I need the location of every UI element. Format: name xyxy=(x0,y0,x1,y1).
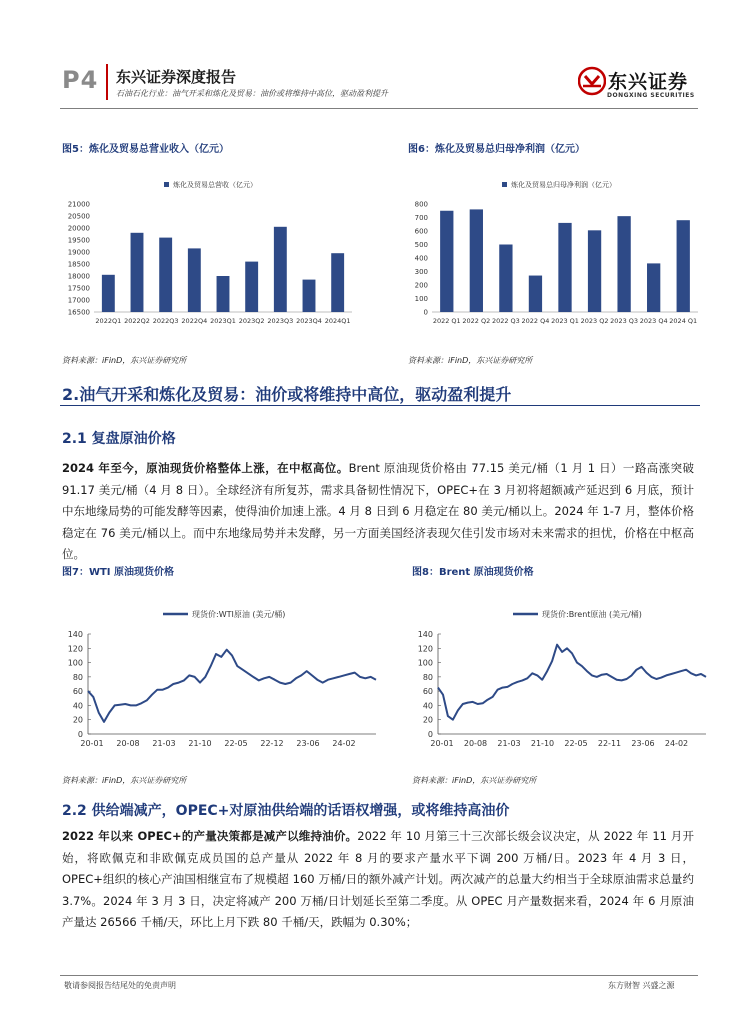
price-line xyxy=(438,645,706,720)
x-tick-label: 2024Q1 xyxy=(324,317,351,325)
x-tick-label: 24-02 xyxy=(664,739,689,748)
y-tick-label: 100 xyxy=(417,658,433,668)
bar xyxy=(499,245,512,313)
fig5-source: 资料来源：iFinD，东兴证券研究所 xyxy=(62,356,187,365)
x-tick-label: 22-11 xyxy=(597,739,622,748)
legend-swatch xyxy=(502,182,507,187)
x-tick-label: 24-02 xyxy=(332,739,356,748)
paragraph-2-1-lead: 2024 年至今，原油现货价格整体上涨，在中枢高位。 xyxy=(62,461,349,475)
page-number: P4 xyxy=(62,66,99,94)
x-tick-label: 21-10 xyxy=(530,739,555,748)
legend-swatch xyxy=(164,182,169,187)
fig5-caption: 图5：炼化及贸易总营业收入（亿元） xyxy=(62,144,229,155)
bar xyxy=(440,211,453,312)
paragraph-2-2-body: 2022 年 10 月第三十三次部长级会议决定，从 2022 年 11 月开始，将欧佩克和非欧佩克成员国的总产量从 2022 年 8 月的要求产量水平下调 200 万桶/日。2023 年 4 月 3 日，OPEC+组织的核心产油国相继宣布了规模超 160 万桶/日的额外减产计划。两次减产的总量大约相当于全球原油需求总量约 3.7%。2024 年 3 月 3 日，决定将减产 200 万桶/日计划延长至第二季度。从 OPEC 月产量数据来看，2024 年 6 月原油产量达 26566 千桶/天，环比上月下跌 80 千桶/天，跌幅为 0.30%； xyxy=(62,829,695,929)
company-logo-icon xyxy=(578,66,606,96)
y-tick-label: 500 xyxy=(414,241,428,249)
report-subtitle: 石油石化行业：油气开采和炼化及贸易：油价或将维持中高位，驱动盈利提升 xyxy=(116,89,388,98)
x-tick-label: 20-01 xyxy=(430,739,454,748)
bar xyxy=(217,276,230,312)
bar xyxy=(647,263,660,312)
x-tick-label: 2022Q1 xyxy=(95,317,122,325)
fig6-caption: 图6：炼化及贸易总归母净利润（亿元） xyxy=(408,144,585,155)
x-tick-label: 2023Q4 xyxy=(296,317,322,325)
y-tick-label: 800 xyxy=(414,200,428,209)
price-line xyxy=(88,650,376,722)
y-tick-label: 20000 xyxy=(67,224,90,233)
x-tick-label: 2023Q1 xyxy=(210,317,236,325)
x-tick-label: 22-05 xyxy=(224,739,248,748)
x-tick-label: 2024 Q1 xyxy=(669,317,698,325)
y-tick-label: 18000 xyxy=(67,272,90,281)
x-tick-label: 22-12 xyxy=(260,739,284,748)
x-tick-label: 2022Q2 xyxy=(124,317,150,325)
y-tick-label: 120 xyxy=(417,644,433,654)
x-tick-label: 20-08 xyxy=(116,739,140,748)
y-tick-label: 100 xyxy=(414,295,428,303)
paragraph-2-2 xyxy=(62,826,694,934)
bar xyxy=(303,280,316,312)
fig6-source: 资料来源：iFinD，东兴证券研究所 xyxy=(408,356,533,365)
x-tick-label: 20-08 xyxy=(463,739,488,748)
y-tick-label: 80 xyxy=(72,672,83,682)
y-tick-label: 80 xyxy=(422,672,433,682)
footer-slogan: 东方财智 兴盛之源 xyxy=(608,981,675,990)
x-tick-label: 2023Q3 xyxy=(267,317,294,325)
y-tick-label: 20500 xyxy=(67,212,90,221)
y-tick-label: 21000 xyxy=(67,200,90,209)
paragraph-2-1-body: Brent 原油现货价格由 77.15 美元/桶（1 月 1 日）一路高涨突破 91.17 美元/桶（4 月 8 日）。全球经济有所复苏，需求具备韧性情况下，OPEC+在 3 月初将超额减产延迟到 6 月底，预计中东地缘局势的可能发酵等因素，使得油价加速上涨。4 月 8 日到 6 月稳定在 80 美元/桶以上。2024 年 1-7 月，整体价格稳定在 76 美元/桶以上。而中东地缘局势并未发酵，另一方面美国经济表现欠佳引发市场对未来需求的担忧，价格在中枢高位。 xyxy=(62,461,694,561)
bar xyxy=(617,216,630,312)
fig7-source: 资料来源：iFinD，东兴证券研究所 xyxy=(62,776,187,785)
y-tick-label: 19500 xyxy=(67,236,90,245)
subsection-2-2-title: 2.2 供给端减产，OPEC+对原油供给端的话语权增强，或将维持高油价 xyxy=(62,803,510,819)
bar xyxy=(274,227,287,312)
x-tick-label: 2023 Q4 xyxy=(639,317,668,325)
y-tick-label: 700 xyxy=(414,214,428,222)
y-tick-label: 140 xyxy=(67,630,83,639)
fig6-chart xyxy=(408,170,708,330)
logo-subtext: DONGXING SECURITIES xyxy=(607,92,695,99)
y-tick-label: 120 xyxy=(67,644,83,654)
x-tick-label: 2022 Q1 xyxy=(432,317,461,325)
paragraph-2-2-lead: 2022 年以来 OPEC+的产量决策都是减产以维持油价。 xyxy=(62,829,358,843)
y-tick-label: 20 xyxy=(422,715,433,725)
x-tick-label: 2023 Q2 xyxy=(580,317,609,325)
fig8-chart xyxy=(412,600,712,750)
y-tick-label: 140 xyxy=(417,630,433,639)
x-tick-label: 22-05 xyxy=(564,739,588,748)
y-tick-label: 60 xyxy=(422,687,433,697)
x-tick-label: 21-10 xyxy=(188,739,212,748)
bar xyxy=(159,238,172,312)
x-tick-label: 2022Q4 xyxy=(181,317,208,325)
paragraph-2-1 xyxy=(62,458,694,566)
legend-label: 现货价:Brent原油 (美元/桶) xyxy=(542,610,642,619)
y-tick-label: 40 xyxy=(72,701,83,711)
section-underline xyxy=(60,405,700,406)
bar xyxy=(558,223,571,312)
fig8-source: 资料来源：iFinD，东兴证券研究所 xyxy=(412,776,537,785)
x-tick-label: 2022 Q2 xyxy=(462,317,491,325)
y-tick-label: 300 xyxy=(414,268,428,276)
y-tick-label: 0 xyxy=(427,730,433,739)
logo-text: 东兴证券 xyxy=(608,71,689,93)
y-tick-label: 16500 xyxy=(67,308,90,317)
bar xyxy=(470,209,483,312)
fig8-caption: 图8：Brent 原油现货价格 xyxy=(412,567,534,578)
x-tick-label: 21-03 xyxy=(152,739,176,748)
section-title: 2.油气开采和炼化及贸易：油价或将维持中高位，驱动盈利提升 xyxy=(62,385,512,404)
x-tick-label: 21-03 xyxy=(497,739,521,748)
fig5-chart xyxy=(62,170,362,330)
legend-label: 炼化及贸易总营收（亿元） xyxy=(173,181,257,189)
fig7-chart xyxy=(62,600,382,750)
y-tick-label: 19000 xyxy=(67,248,90,257)
x-tick-label: 2023 Q3 xyxy=(610,317,639,325)
bar xyxy=(529,276,542,312)
report-title: 东兴证券深度报告 xyxy=(116,68,237,86)
bar xyxy=(677,220,690,312)
y-tick-label: 17000 xyxy=(67,296,90,305)
y-tick-label: 200 xyxy=(414,281,428,290)
x-tick-label: 2022 Q3 xyxy=(491,317,520,325)
y-tick-label: 17500 xyxy=(67,284,90,293)
y-tick-label: 600 xyxy=(414,227,428,236)
y-tick-label: 18500 xyxy=(67,260,90,269)
bar xyxy=(188,248,201,312)
bar xyxy=(588,230,601,312)
legend-label: 炼化及贸易总归母净利润（亿元） xyxy=(511,181,616,189)
y-tick-label: 40 xyxy=(422,701,433,711)
y-tick-label: 20 xyxy=(72,715,83,725)
bar xyxy=(331,253,344,312)
x-tick-label: 23-06 xyxy=(296,739,320,748)
header-divider xyxy=(60,108,698,109)
x-tick-label: 2022Q3 xyxy=(152,317,179,325)
x-tick-label: 20-01 xyxy=(80,739,104,748)
x-tick-label: 23-06 xyxy=(631,739,655,748)
y-tick-label: 0 xyxy=(423,308,428,317)
y-tick-label: 100 xyxy=(67,658,83,668)
x-tick-label: 2023Q2 xyxy=(238,317,265,325)
y-tick-label: 0 xyxy=(77,730,83,739)
fig7-caption: 图7：WTI 原油现货价格 xyxy=(62,567,175,578)
y-tick-label: 60 xyxy=(72,687,83,697)
subsection-2-1-title: 2.1 复盘原油价格 xyxy=(62,431,176,447)
bar xyxy=(245,262,258,312)
legend-label: 现货价:WTI原油 (美元/桶) xyxy=(192,610,286,619)
y-tick-label: 400 xyxy=(414,254,428,263)
footer-disclaimer: 敬请参阅报告结尾处的免责声明 xyxy=(64,981,176,990)
header-accent-bar xyxy=(106,64,108,100)
footer-divider xyxy=(60,975,698,976)
bar xyxy=(102,275,115,312)
bar xyxy=(131,233,144,312)
x-tick-label: 2022 Q4 xyxy=(521,317,550,325)
x-tick-label: 2023 Q1 xyxy=(551,317,579,325)
